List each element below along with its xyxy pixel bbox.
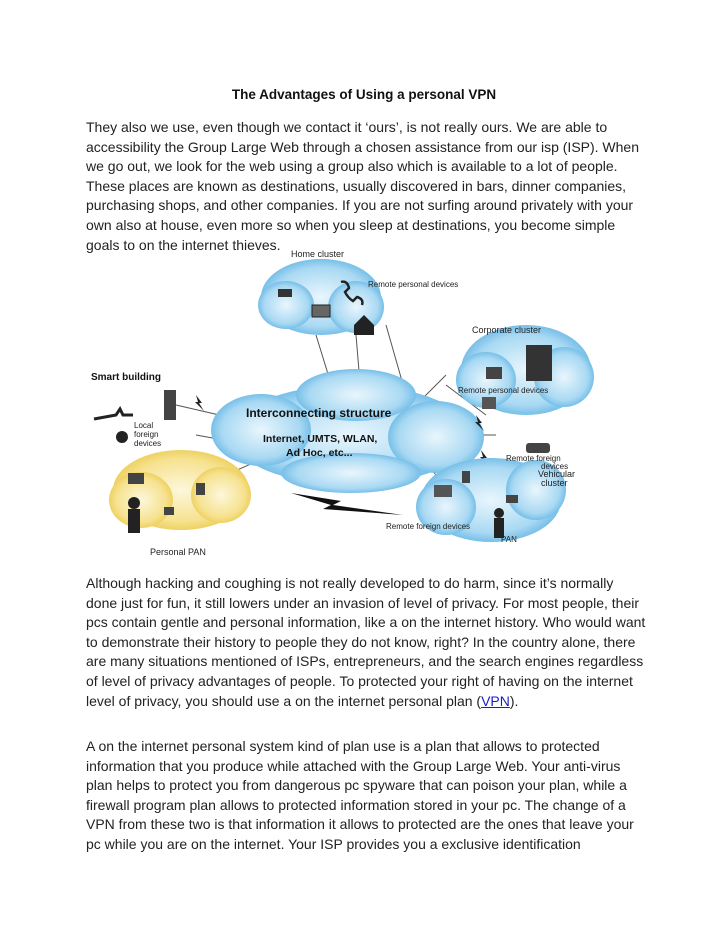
- paragraph-privacy: [86, 574, 646, 711]
- paragraph-privacy-end: ).: [509, 692, 519, 709]
- remote-foreign-devices-right-label-2: devices: [541, 462, 569, 471]
- office-building-icon: [526, 345, 552, 381]
- personal-pan-label: Personal PAN: [150, 547, 206, 557]
- airplane-icon: [94, 409, 133, 419]
- local-foreign-devices-label-3: devices: [134, 439, 162, 448]
- network-diagram: [86, 245, 646, 563]
- local-foreign-devices-label-1: Local: [134, 421, 154, 430]
- remote-foreign-devices-right-label: Remote foreign: [506, 454, 561, 463]
- remote-device-icon: [506, 495, 518, 503]
- home-cluster-label: Home cluster: [291, 249, 345, 259]
- remote-personal-devices-right-label: Remote personal devices: [458, 386, 549, 395]
- paragraph-privacy-text: Although hacking and coughing is not really developed to do harm, since it’s normally done just for fun, it still lowers under an invasion of level of privacy. For most people, their pcs contain gentle and personal information, like a on the internet history. Who would want to demonstrate their history to people they do not know, right? In the country alone, there are many situations mentioned of ISPs, entrepreneurs, and the search engines regardless of level of privacy advantages of people. To protected your right of having on the internet level of privacy, you should use a on the internet personal plan (: [86, 575, 646, 709]
- document-title: The Advantages of Using a personal VPN: [231, 87, 497, 102]
- networks-label-1: Internet, UMTS, WLAN,: [263, 433, 378, 445]
- remote-personal-devices-top-label: Remote personal devices: [368, 280, 459, 289]
- remote-phone-icon: [462, 471, 470, 483]
- vehicular-cluster-label-2: cluster: [541, 478, 568, 488]
- remote-laptop-icon: [434, 485, 452, 497]
- fax-icon: [482, 397, 496, 409]
- vpn-link[interactable]: VPN: [481, 692, 510, 709]
- pan-label: PAN: [501, 535, 517, 544]
- car-icon: [526, 443, 550, 453]
- person-head-icon: [494, 508, 504, 518]
- pan-person-head-icon: [128, 497, 140, 509]
- laptop-icon: [312, 305, 330, 317]
- remote-foreign-devices-bottom-label: Remote foreign devices: [386, 522, 471, 531]
- pan-laptop-icon: [128, 473, 144, 484]
- networks-label-2: Ad Hoc, etc...: [286, 447, 353, 459]
- pan-device-icon: [164, 507, 174, 515]
- projector-icon: [278, 289, 292, 297]
- paragraph-intro: They also we use, even though we contact it ‘ours’, is not really ours. We are able to accessibility the Group Large Web through a chosen assistance from our isp (ISP). When we go out, we look for the web using a group also which is available to a lot of people. These places are known as destinations, usually discovered in bars, dinner companies, purchasing shops, and other companies. If you are not surfing around privately with your own also at house, even more so when you sleep at destinations, you become simple goals to on the internet thieves.: [86, 119, 640, 253]
- vehicular-cluster-label-1: Vehicular: [538, 469, 576, 479]
- paragraph-vpn-explained: A on the internet personal system kind of plan use is a plan that allows to protected information that you produce while attached with the Group Large Web. Your anti-virus plan helps to protect you from dangerous pc spyware that can poison your plan, while a firewall program plan allows to protected information stored in your pc. The change of a VPN from these two is that information it allows to protected are the ones that leave your pc while you are on the internet. Your ISP provides you a exclusive identification: [86, 738, 634, 852]
- device-icon: [116, 431, 128, 443]
- corporate-cluster-cloud: [456, 325, 594, 415]
- interconnecting-structure-label: Interconnecting structure: [246, 406, 392, 420]
- smart-building-label: Smart building: [91, 372, 161, 383]
- corporate-cluster-label: Corporate cluster: [472, 325, 542, 335]
- printer-icon: [486, 367, 502, 379]
- pan-person-body-icon: [128, 509, 140, 533]
- local-foreign-devices-label-2: foreign: [134, 430, 159, 439]
- long-link-icon: [291, 493, 403, 515]
- smart-building-icon: [164, 390, 176, 420]
- pan-phone-icon: [196, 483, 205, 495]
